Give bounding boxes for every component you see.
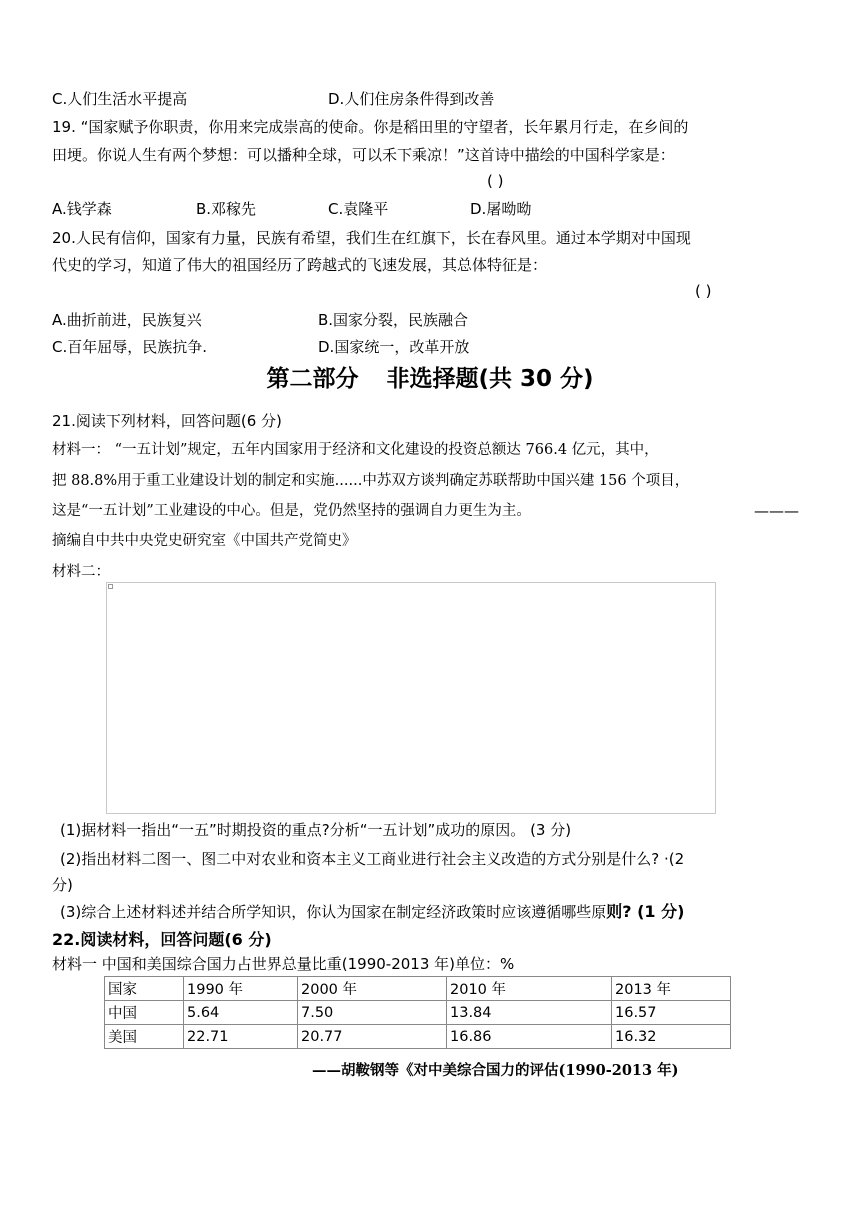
q21-subquestion-3-tail: 则? (1 分) — [606, 902, 685, 921]
q20-option-d: D.国家统一，改革开放 — [318, 338, 470, 356]
table-cell: 中国 — [105, 1001, 184, 1025]
q21-subquestion-3 — [60, 901, 684, 923]
q18-option-c: C.人们生活水平提高 — [52, 90, 188, 108]
q20-option-b: B.国家分裂，民族融合 — [318, 311, 469, 329]
table-header-cell: 2000 年 — [298, 977, 447, 1001]
q20-answer-paren: ( ) — [695, 282, 712, 300]
q21-material2-label: 材料二： — [52, 564, 110, 580]
table-header-cell: 国家 — [105, 977, 184, 1001]
q21-material1-source: 摘编自中共中央党史研究室《中国共产党简史》 — [52, 533, 357, 549]
table-header-cell: 1990 年 — [184, 977, 298, 1001]
q19-answer-paren: ( ) — [487, 172, 504, 190]
q19-option-a: A.钱学森 — [52, 200, 112, 218]
q20-stem-line1: 20.人民有信仰，国家有力量，民族有希望，我们生在红旗下，长在春风里。通过本学期对中国现 — [52, 229, 691, 247]
section2-title-part: 第二部分 — [266, 366, 359, 392]
q19-option-c: C.袁隆平 — [328, 200, 389, 218]
q21-subquestion-2-line1: (2)指出材料二图一、图二中对农业和资本主义工商业进行社会主义改造的方式分别是什么? ·(2 — [60, 850, 685, 868]
table-cell: 22.71 — [184, 1025, 298, 1049]
q19-stem-line2: 田埂。你说人生有两个梦想：可以播种全球，可以禾下乘凉！”这首诗中描绘的中国科学家是： — [52, 146, 675, 164]
q19-stem-line1: 19. “国家赋予你职责，你用来完成崇高的使命。你是稻田里的守望者，长年累月行走，在乡间的 — [52, 118, 689, 136]
q22-data-table — [104, 976, 731, 1049]
q19-option-b: B.邓稼先 — [196, 200, 257, 218]
q21-subquestion-2-line2: 分) — [52, 876, 73, 894]
q21-material1-line2: 把 88.8%用于重工业建设计划的制定和实施......中苏双方谈判确定苏联帮助中国兴建 156 个项目， — [52, 473, 690, 489]
table-header-cell: 2010 年 — [447, 977, 612, 1001]
q21-heading: 21.阅读下列材料，回答问题(6 分) — [52, 412, 282, 430]
table-cell: 7.50 — [298, 1001, 447, 1025]
table-row — [105, 1025, 731, 1049]
table-cell: 16.57 — [612, 1001, 731, 1025]
q20-stem-line2: 代史的学习，知道了伟大的祖国经历了跨越式的飞速发展，其总体特征是： — [52, 256, 548, 274]
table-cell: 5.64 — [184, 1001, 298, 1025]
section2-title-subtitle: 非选择题(共 30 分) — [386, 366, 594, 392]
q21-subquestion-1: (1)据材料一指出“一五”时期投资的重点?分析“一五计划”成功的原因。 (3 分) — [60, 821, 572, 839]
table-cell: 16.86 — [447, 1025, 612, 1049]
section2-title — [0, 364, 860, 394]
q22-source: ——胡鞍钢等《对中美综合国力的评估(1990-2013 年) — [312, 1062, 679, 1079]
broken-image-icon — [108, 584, 113, 589]
q21-material1-line1: 材料一： “一五计划”规定，五年内国家用于经济和文化建设的投资总额达 766.4 亿元，其中， — [52, 442, 659, 458]
q21-material1-dash: ——— — [754, 502, 799, 520]
q19-option-d: D.屠呦呦 — [470, 200, 532, 218]
q18-option-d: D.人们住房条件得到改善 — [328, 90, 495, 108]
table-cell: 13.84 — [447, 1001, 612, 1025]
q22-heading: 22.阅读材料，回答问题(6 分) — [52, 930, 272, 949]
q21-subquestion-3-text: (3)综合上述材料述并结合所学知识，你认为国家在制定经济政策时应该遵循哪些原 — [60, 903, 607, 921]
q20-option-a: A.曲折前进，民族复兴 — [52, 311, 202, 329]
table-header-cell: 2013 年 — [612, 977, 731, 1001]
table-cell: 16.32 — [612, 1025, 731, 1049]
q21-material2-image-placeholder — [106, 582, 716, 814]
q21-material1-line3: 这是“一五计划”工业建设的中心。但是，党仍然坚持的强调自力更生为主。 — [52, 503, 531, 519]
q22-material1-caption: 材料一 中国和美国综合国力占世界总量比重(1990-2013 年)单位：% — [52, 955, 515, 973]
table-cell: 美国 — [105, 1025, 184, 1049]
table-row — [105, 1001, 731, 1025]
table-header-row — [105, 977, 731, 1001]
table-cell: 20.77 — [298, 1025, 447, 1049]
q20-option-c: C.百年屈辱，民族抗争. — [52, 338, 208, 356]
